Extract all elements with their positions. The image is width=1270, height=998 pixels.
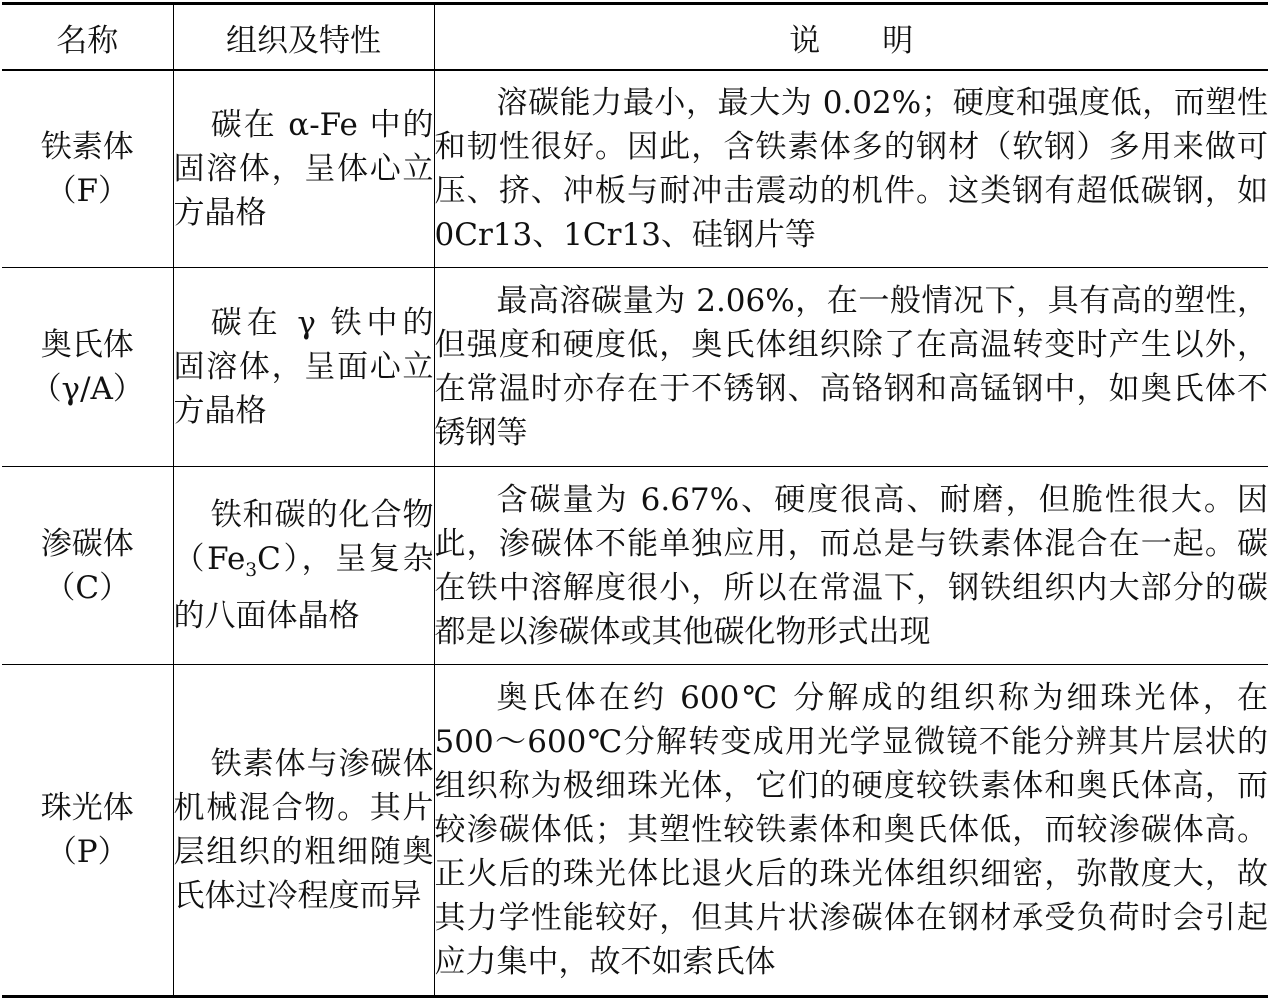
structure-name: 铁素体 (40, 129, 134, 165)
structure-text: 铁素体与渗碳体机械混合物。其片层组织的粗细随奥氏体过冷程度而异 (173, 746, 434, 914)
row-desc-cell (434, 467, 1268, 665)
structure-symbol: （P） (45, 834, 129, 870)
structure-text: 铁和碳的化合物$(Fe_3C)$，呈复杂的八面体晶格 (173, 497, 434, 634)
row-structure-cell (173, 268, 434, 467)
header-desc: 说明 (434, 4, 1268, 71)
structure-symbol: （γ/A） (30, 371, 144, 407)
structure-symbol: （C） (44, 569, 131, 606)
table-row (2, 665, 1268, 997)
description-text: 最高溶碳量为 2.06%，在一般情况下，具有高的塑性，但强度和硬度低，奥氏体组织除了在高温转变时产生以外，在常温时亦存在于不锈钢、高铬钢和高锰钢中，如奥氏体不锈钢等 (434, 283, 1268, 451)
structure-text: 碳在 γ 铁中的固溶体，呈面心立方晶格 (173, 305, 434, 429)
structure-name: 渗碳体 (40, 525, 134, 562)
structure-name: 珠光体 (40, 790, 134, 826)
row-name-cell (2, 665, 173, 997)
row-structure-cell (173, 665, 434, 997)
row-desc-cell (434, 70, 1268, 268)
description-text: 含碳量为 6.67%、硬度很高、耐磨，但脆性很大。因此，渗碳体不能单独应用，而总是与铁素体混合在一起。碳在铁中溶解度很小，所以在常温下，钢铁组织内大部分的碳都是以渗碳体或其他碳化物形式出现 (434, 481, 1268, 650)
row-structure-cell (173, 467, 434, 665)
description-text: 溶碳能力最小，最大为 0.02%；硬度和强度低，而塑性和韧性很好。因此，含铁素体多的钢材（软钢）多用来做可压、挤、冲板与耐冲击震动的机件。这类钢有超低碳钢，如 0Cr13、1Cr13、硅钢片等 (434, 85, 1268, 253)
row-name-cell (2, 70, 173, 268)
table-row (2, 467, 1268, 665)
row-desc-cell (434, 665, 1268, 997)
header-structure: 组织及特性 (173, 4, 434, 71)
description-text: 奥氏体在约 600℃ 分解成的组织称为细珠光体，在 500～600℃分解转变成用光学显微镜不能分辨其片层状的组织称为极细珠光体，它们的硬度较铁素体和奥氏体高，而较渗碳体低；其塑性较铁素体和奥氏体低，而较渗碳体高。正火后的珠光体比退火后的珠光体组织细密，弥散度大，故其力学性能较好，但其片状渗碳体在钢材承受负荷时会引起应力集中，故不如索氏体 (434, 680, 1268, 980)
structure-text: 碳在 α-Fe 中的固溶体，呈体心立方晶格 (173, 107, 434, 231)
table-row (2, 70, 1268, 268)
header-name: 名称 (2, 4, 173, 71)
row-structure-cell (173, 70, 434, 268)
table-row (2, 268, 1268, 467)
structure-symbol: （F） (45, 173, 129, 209)
structure-name: 奥氏体 (40, 327, 134, 363)
table-header-row (2, 4, 1268, 71)
row-name-cell (2, 268, 173, 467)
row-desc-cell (434, 268, 1268, 467)
steel-structure-table (2, 2, 1268, 998)
row-name-cell (2, 467, 173, 665)
